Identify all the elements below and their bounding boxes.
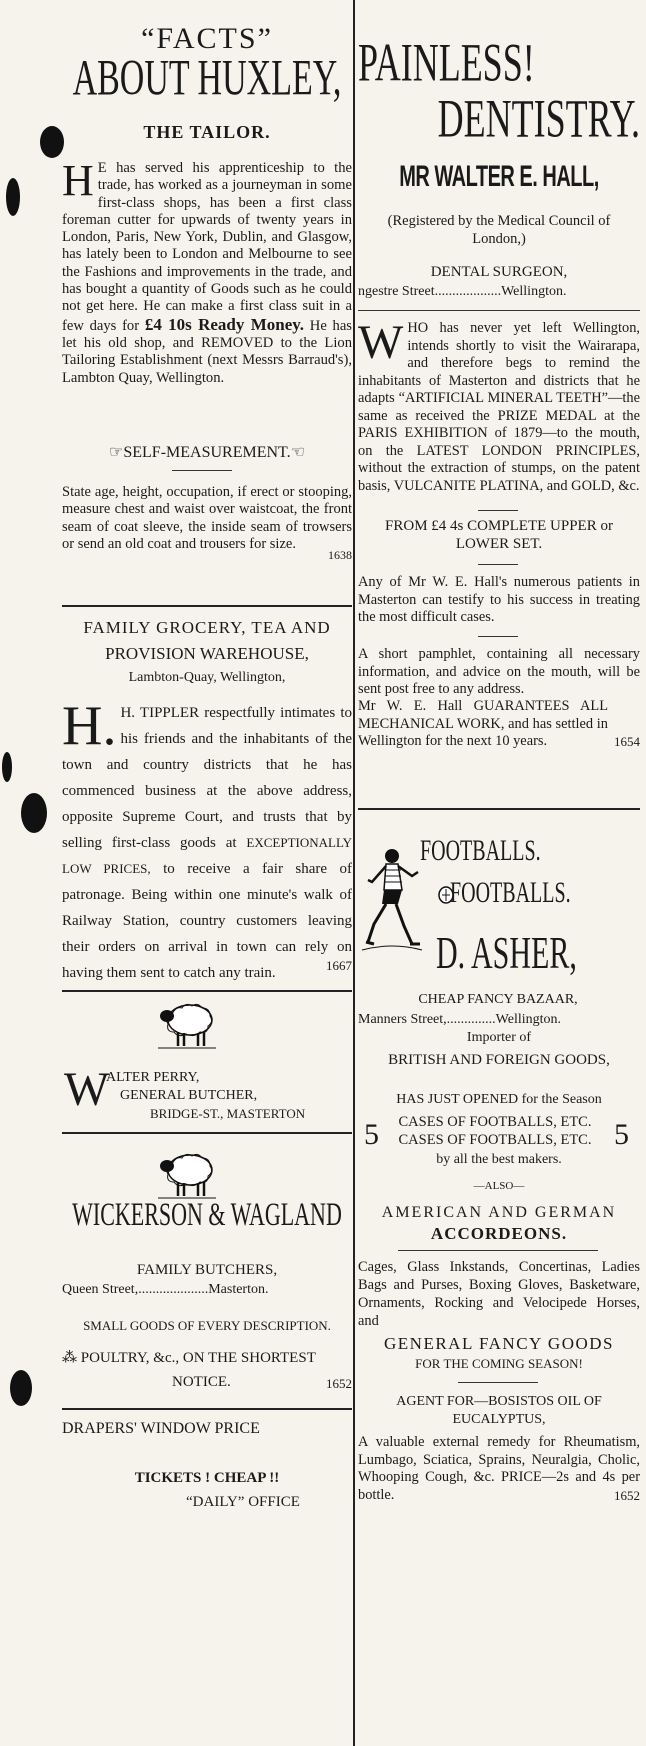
grocery-subtitle: PROVISION WAREHOUSE, (105, 644, 309, 663)
huxley-headline: ABOUT HUXLEY, (72, 51, 342, 107)
footballs-line-2: FOOTBALLS. (450, 876, 571, 910)
from-price-line: FROM £4 4s COMPLETE UPPER or (385, 518, 613, 534)
ink-blot (6, 178, 20, 216)
left-column (62, 0, 352, 1746)
cases-line-2: CASES OF FOOTBALLS, ETC. (398, 1132, 592, 1148)
ink-blot (10, 1370, 32, 1406)
accordeons-line-2: ACCORDEONS. (430, 1224, 568, 1243)
five-right: 5 (614, 1118, 629, 1151)
agent-line: AGENT FOR—BOSISTOS OIL OF (396, 1394, 602, 1409)
self-measurement-body: State age, height, occupation, if erect or stooping, measure chest and waist over waistcoat, the front seam of coat sleeve, the inside seam of trowsers or send an old coat and trousers for size. (62, 484, 352, 552)
eucalyptus-line: EUCALYPTUS, (452, 1412, 546, 1427)
drop-cap: H. (62, 695, 117, 757)
dentistry-body: WHO has never yet left Wellington, intends shortly to visit the Wairarapa, and therefore begs to remind the inhabitants of Masterton and districts that he adapts “ARTIFICIAL MINERAL TEETH”—the same as received the PRIZE MEDAL at the PARIS EXHIBITION of 1879—to the mouth, on the LATEST LONDON PRINCIPLES, without the extraction of stumps, on the patent basis, VULCANITE PLATINA, and GOLD, &c. (358, 316, 640, 494)
ad-number: 1652 (326, 1376, 352, 1391)
ad-number: 1652 (614, 1488, 640, 1503)
perry-address: BRIDGE-ST., MASTERTON (150, 1106, 306, 1121)
self-measurement-heading: ☞SELF-MEASUREMENT.☜ (109, 444, 305, 461)
ink-blot (2, 752, 12, 782)
grocery-title: FAMILY GROCERY, TEA AND (83, 618, 331, 637)
asher-name: D. ASHER, (436, 929, 577, 979)
right-column (358, 0, 640, 1746)
five-left: 5 (364, 1118, 379, 1151)
pointing-hand-icon: ☞ (109, 444, 124, 461)
ad-separator (62, 605, 352, 607)
patients-text: Any of Mr W. E. Hall's numerous patients in Masterton can testify to his success in treating the most difficult cases. (358, 574, 640, 625)
column-divider (353, 0, 355, 1746)
footballs-line-1: FOOTBALLS. (420, 834, 541, 868)
huxley-subhead: THE TAILOR. (143, 122, 271, 142)
ink-blot (21, 793, 47, 833)
ad-number: 1667 (326, 958, 352, 973)
wickerson-title: WICKERSON & WAGLAND (72, 1195, 342, 1233)
goods-list: Cages, Glass Inkstands, Concertinas, Ladies Bags and Purses, Boxing Gloves, Basketware, Ornaments, Rocking and Velocipede Horses, and (358, 1259, 640, 1329)
dentist-address: ngestre Street...................Wellington. (358, 284, 567, 299)
makers-line: by all the best makers. (436, 1152, 562, 1167)
huxley-body: H E has served his apprenticeship to the trade, has worked as a journeyman in some first-class shops, has been a first class foreman cutter for upwards of twenty years in London, Paris, New York, Dublin, and Glasgow, has lately been to London and Melbourne to see the Fashions and improvements in the trade, and has bought a quantity of Goods such as he could not get here. He can make a first class suit in a few days for £4 10s Ready Money. He has let his old shop, and REMOVED to the Lion Tailoring Establishment (next Messrs Barraud's), Lambton Quay, Wellington. (62, 156, 352, 386)
ink-blot (40, 126, 64, 158)
asher-address: Manners Street,..............Wellington. (358, 1012, 562, 1027)
goods-line: BRITISH AND FOREIGN GOODS, (388, 1052, 610, 1068)
low-prices-text: EXCEPTIONALLY LOW PRICES, (62, 835, 352, 876)
accordeons-line-1: AMERICAN AND GERMAN (381, 1204, 617, 1221)
pamphlet-text: A short pamphlet, containing all necessary information, and advice on the mouth, will be sent post free to any address. (358, 646, 640, 697)
drapers-office: “DAILY” OFFICE (186, 1494, 300, 1510)
remedy-text: A valuable external remedy for Rheumatism, Lumbago, Sciatica, Sprains, Neuralgia, Cholic, Whooping Cough, &c. PRICE—2s and 4s per bottle. (358, 1434, 640, 1503)
opened-line: HAS JUST OPENED for the Season (396, 1092, 602, 1107)
ad-separator (62, 1408, 352, 1410)
coming-season-line: FOR THE COMING SEASON! (415, 1356, 583, 1371)
wickerson-subtitle: FAMILY BUTCHERS, (136, 1262, 278, 1278)
poultry-line-2: NOTICE. (172, 1374, 231, 1390)
asterism-icon: ⁂ (62, 1350, 81, 1366)
wickerson-address: Queen Street,....................Masterton. (62, 1282, 269, 1297)
footballer-icon (360, 846, 424, 956)
lower-set-line: LOWER SET. (455, 536, 543, 552)
drop-cap: W (358, 316, 404, 369)
drop-cap: H (62, 156, 94, 205)
cases-line-1: CASES OF FOOTBALLS, ETC. (398, 1114, 592, 1130)
guarantee-text: Mr W. E. Hall GUARANTEES ALL MECHANICAL WORK, and has settled in Wellington for the next 10 years. (358, 698, 608, 749)
perry-name: ALTER PERRY, (106, 1070, 200, 1085)
dentist-name: MR WALTER E. HALL, (399, 160, 599, 194)
dentistry-headline: DENTISTRY. (437, 88, 640, 149)
registered-line: (Registered by the Medical Council of London,) (387, 213, 611, 247)
fancy-goods-line: GENERAL FANCY GOODS (384, 1334, 614, 1353)
painless-headline: PAINLESS! (358, 32, 535, 93)
drapers-tickets: TICKETS ! CHEAP !! (134, 1470, 280, 1486)
ad-separator (62, 990, 352, 992)
drop-cap: W (64, 1063, 110, 1116)
perry-trade: GENERAL BUTCHER, (120, 1088, 258, 1103)
drapers-line: DRAPERS' WINDOW PRICE (62, 1420, 260, 1437)
small-goods-line: SMALL GOODS OF EVERY DESCRIPTION. (83, 1318, 331, 1333)
sheep-icon (154, 994, 218, 1050)
ad-separator (358, 808, 640, 810)
huxley-quote-line: “FACTS” (141, 22, 273, 55)
grocery-address: Lambton-Quay, Wellington, (128, 670, 286, 685)
ad-number: 1654 (614, 734, 640, 749)
pointing-hand-icon: ☜ (290, 444, 305, 461)
ad-separator (62, 1132, 352, 1134)
price-text: £4 10s Ready Money. (144, 314, 305, 334)
poultry-line: ⁂ POULTRY, &c., ON THE SHORTEST (62, 1350, 316, 1366)
sheep-icon (154, 1144, 218, 1200)
also-line: —ALSO— (473, 1180, 525, 1192)
ad-number: 1638 (328, 548, 352, 562)
grocery-body: H. H. TIPPLER respectfully intimates to his friends and the inhabitants of the town and country districts that he has commenced business at the above address, opposite Supreme Court, and trusts that by selling first-class goods at EXCEPTIONALLY LOW PRICES, to receive a fair share of patronage. Being within one minute's walk of Railway Station, country customers leaving their orders on arrival in town can rely on having them sent to catch any train. (62, 695, 353, 981)
bazaar-line: CHEAP FANCY BAZAAR, (418, 992, 578, 1007)
importer-line: Importer of (466, 1030, 532, 1045)
dental-surgeon: DENTAL SURGEON, (430, 264, 568, 280)
